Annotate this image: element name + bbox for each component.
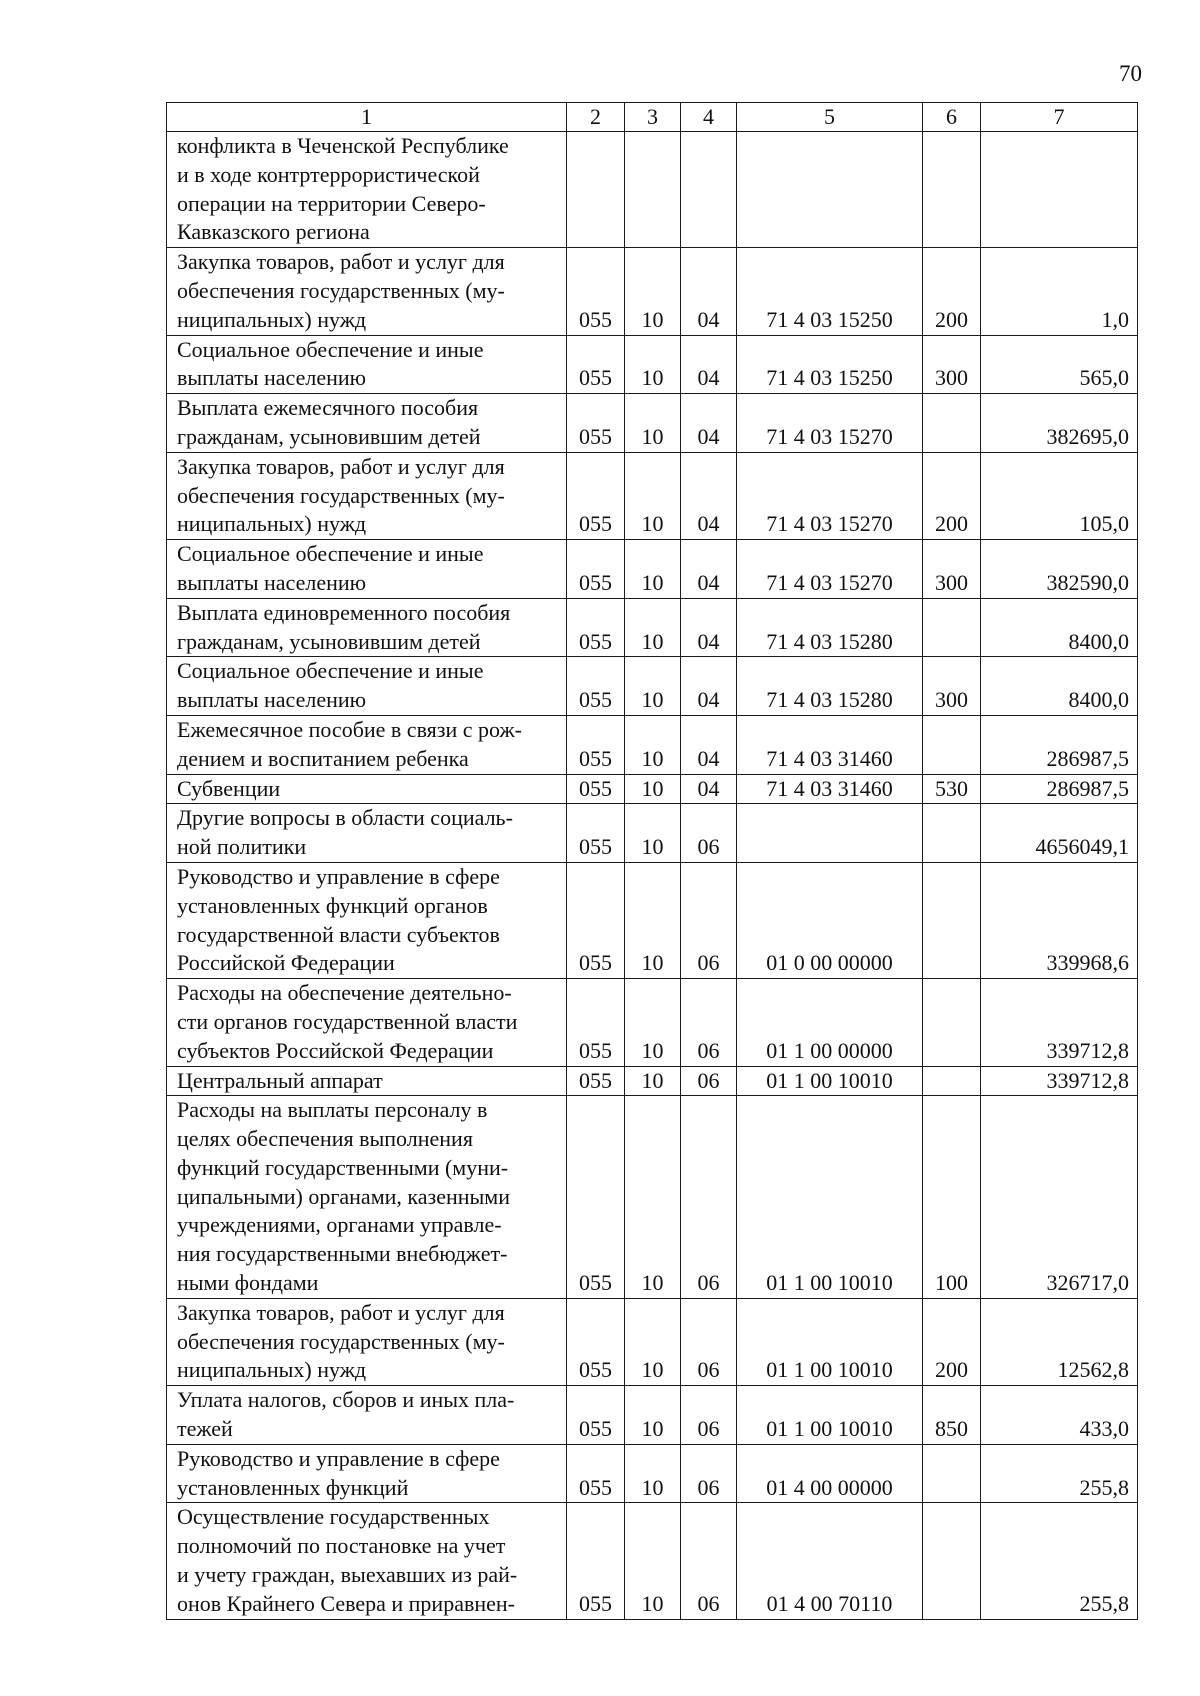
main-department-code-cell: 055	[567, 715, 625, 774]
table-row	[167, 1298, 1138, 1385]
amount-cell: 382695,0	[981, 394, 1138, 453]
header-cell-4: 4	[681, 103, 737, 132]
section-code-cell: 10	[625, 452, 681, 539]
amount-cell: 565,0	[981, 335, 1138, 394]
subsection-code-cell: 06	[681, 1386, 737, 1445]
description-line: Российской Федерации	[177, 950, 395, 976]
description-line: Осуществление государственных	[177, 1504, 490, 1530]
description-line: полномочий по постановке на учет	[177, 1533, 506, 1559]
table-row	[167, 1066, 1138, 1096]
target-article-code-cell: 71 4 03 15280	[737, 598, 923, 657]
description-line: Выплата единовременного пособия	[177, 599, 511, 625]
table-row	[167, 657, 1138, 716]
table-row	[167, 804, 1138, 863]
description-line: Субвенции	[177, 775, 281, 801]
description-line: Центральный аппарат	[177, 1067, 383, 1093]
amount-cell: 326717,0	[981, 1096, 1138, 1299]
table-row	[167, 598, 1138, 657]
section-code-cell: 10	[625, 715, 681, 774]
description-cell	[167, 335, 567, 394]
subsection-code-cell: 06	[681, 1096, 737, 1299]
table-row	[167, 335, 1138, 394]
expense-type-code-cell	[923, 979, 981, 1066]
main-department-code-cell: 055	[567, 1096, 625, 1299]
target-article-code-cell: 01 1 00 10010	[737, 1298, 923, 1385]
expense-type-code-cell: 100	[923, 1096, 981, 1299]
description-line: гражданам, усыновившим детей	[177, 423, 481, 449]
target-article-code-cell: 01 1 00 10010	[737, 1066, 923, 1096]
subsection-code-cell: 04	[681, 774, 737, 804]
target-article-code-cell	[737, 804, 923, 863]
description-cell	[167, 1096, 567, 1299]
description-line: ными фондами	[177, 1270, 319, 1296]
amount-cell: 12562,8	[981, 1298, 1138, 1385]
description-line: Ежемесячное пособие в связи с рож-	[177, 716, 522, 742]
expense-type-code-cell: 850	[923, 1386, 981, 1445]
table-row	[167, 1444, 1138, 1503]
description-line: онов Крайнего Севера и приравнен-	[177, 1590, 515, 1616]
expense-type-code-cell: 530	[923, 774, 981, 804]
description-line: Другие вопросы в области социаль-	[177, 805, 513, 831]
main-department-code-cell: 055	[567, 774, 625, 804]
table-row	[167, 862, 1138, 978]
description-cell	[167, 774, 567, 804]
target-article-code-cell: 71 4 03 31460	[737, 715, 923, 774]
budget-table	[166, 102, 1138, 1620]
header-cell-5: 5	[737, 103, 923, 132]
expense-type-code-cell	[923, 132, 981, 248]
description-line: ния государственными внебюджет-	[177, 1241, 508, 1267]
table-row	[167, 132, 1138, 248]
expense-type-code-cell: 300	[923, 657, 981, 716]
expense-type-code-cell	[923, 598, 981, 657]
description-line: дением и воспитанием ребенка	[177, 745, 469, 771]
description-cell	[167, 132, 567, 248]
section-code-cell: 10	[625, 540, 681, 599]
amount-cell: 8400,0	[981, 657, 1138, 716]
description-cell	[167, 452, 567, 539]
header-cell-2: 2	[567, 103, 625, 132]
description-line: ниципальных) нужд	[177, 306, 367, 332]
amount-cell: 339712,8	[981, 1066, 1138, 1096]
section-code-cell: 10	[625, 862, 681, 978]
amount-cell: 382590,0	[981, 540, 1138, 599]
target-article-code-cell: 71 4 03 15270	[737, 452, 923, 539]
section-code-cell: 10	[625, 774, 681, 804]
section-code-cell	[625, 132, 681, 248]
description-line: Закупка товаров, работ и услуг для	[177, 249, 505, 275]
description-line: конфликта в Чеченской Республике	[177, 133, 509, 158]
subsection-code-cell: 06	[681, 862, 737, 978]
description-line: обеспечения государственных (му-	[177, 482, 505, 508]
amount-cell	[981, 132, 1138, 248]
description-cell	[167, 248, 567, 335]
description-line: операции на территории Северо-	[177, 190, 486, 216]
expense-type-code-cell	[923, 1444, 981, 1503]
expense-type-code-cell	[923, 1503, 981, 1619]
expense-type-code-cell	[923, 1066, 981, 1096]
description-line: обеспечения государственных (му-	[177, 277, 505, 303]
description-line: Уплата налогов, сборов и иных пла-	[177, 1387, 515, 1413]
description-cell	[167, 979, 567, 1066]
subsection-code-cell: 04	[681, 715, 737, 774]
target-article-code-cell: 01 4 00 00000	[737, 1444, 923, 1503]
amount-cell: 4656049,1	[981, 804, 1138, 863]
main-department-code-cell: 055	[567, 862, 625, 978]
table-row	[167, 540, 1138, 599]
subsection-code-cell: 06	[681, 1503, 737, 1619]
section-code-cell: 10	[625, 1298, 681, 1385]
description-line: ниципальных) нужд	[177, 1357, 367, 1383]
table-row	[167, 1096, 1138, 1299]
target-article-code-cell: 71 4 03 31460	[737, 774, 923, 804]
amount-cell: 339712,8	[981, 979, 1138, 1066]
section-code-cell: 10	[625, 1096, 681, 1299]
main-department-code-cell: 055	[567, 394, 625, 453]
description-line: ниципальных) нужд	[177, 511, 367, 537]
description-line: учреждениями, органами управле-	[177, 1212, 502, 1238]
section-code-cell: 10	[625, 1386, 681, 1445]
main-department-code-cell: 055	[567, 452, 625, 539]
amount-cell: 8400,0	[981, 598, 1138, 657]
header-cell-3: 3	[625, 103, 681, 132]
description-cell	[167, 540, 567, 599]
section-code-cell: 10	[625, 598, 681, 657]
description-cell	[167, 1503, 567, 1619]
table-row	[167, 452, 1138, 539]
expense-type-code-cell	[923, 394, 981, 453]
description-cell	[167, 1386, 567, 1445]
subsection-code-cell: 04	[681, 452, 737, 539]
table-row	[167, 1386, 1138, 1445]
description-line: и учету граждан, выехавших из рай-	[177, 1562, 518, 1588]
description-cell	[167, 804, 567, 863]
description-cell	[167, 1444, 567, 1503]
target-article-code-cell: 71 4 03 15270	[737, 394, 923, 453]
table-row	[167, 979, 1138, 1066]
amount-cell: 433,0	[981, 1386, 1138, 1445]
expense-type-code-cell: 200	[923, 248, 981, 335]
description-line: государственной власти субъектов	[177, 921, 500, 947]
subsection-code-cell	[681, 132, 737, 248]
section-code-cell: 10	[625, 1444, 681, 1503]
description-line: Закупка товаров, работ и услуг для	[177, 453, 505, 479]
target-article-code-cell: 71 4 03 15270	[737, 540, 923, 599]
description-line: и в ходе контртеррористической	[177, 161, 480, 187]
description-line: Кавказского региона	[177, 219, 370, 245]
expense-type-code-cell: 200	[923, 452, 981, 539]
description-line: функций государственными (муни-	[177, 1154, 509, 1180]
section-code-cell: 10	[625, 657, 681, 716]
description-cell	[167, 394, 567, 453]
main-department-code-cell: 055	[567, 540, 625, 599]
description-line: обеспечения государственных (му-	[177, 1328, 505, 1354]
main-department-code-cell: 055	[567, 248, 625, 335]
description-line: субъектов Российской Федерации	[177, 1037, 494, 1063]
table-row	[167, 774, 1138, 804]
description-line: Расходы на обеспечение деятельно-	[177, 980, 512, 1006]
amount-cell: 339968,6	[981, 862, 1138, 978]
section-code-cell: 10	[625, 335, 681, 394]
expense-type-code-cell: 300	[923, 540, 981, 599]
description-line: Социальное обеспечение и иные	[177, 541, 484, 567]
header-row	[167, 103, 1138, 132]
table-row	[167, 715, 1138, 774]
description-line: выплаты населению	[177, 687, 367, 713]
target-article-code-cell: 01 1 00 10010	[737, 1386, 923, 1445]
description-line: Закупка товаров, работ и услуг для	[177, 1299, 505, 1325]
table-row	[167, 248, 1138, 335]
description-line: Расходы на выплаты персоналу в	[177, 1097, 488, 1123]
subsection-code-cell: 06	[681, 804, 737, 863]
target-article-code-cell: 71 4 03 15280	[737, 657, 923, 716]
table-row	[167, 394, 1138, 453]
amount-cell: 255,8	[981, 1444, 1138, 1503]
description-line: целях обеспечения выполнения	[177, 1126, 473, 1152]
target-article-code-cell: 01 0 00 00000	[737, 862, 923, 978]
section-code-cell: 10	[625, 804, 681, 863]
subsection-code-cell: 06	[681, 979, 737, 1066]
amount-cell: 286987,5	[981, 774, 1138, 804]
description-cell	[167, 715, 567, 774]
amount-cell: 286987,5	[981, 715, 1138, 774]
description-line: Социальное обеспечение и иные	[177, 336, 484, 362]
subsection-code-cell: 04	[681, 335, 737, 394]
section-code-cell: 10	[625, 394, 681, 453]
description-line: тежей	[177, 1416, 233, 1442]
description-cell	[167, 1066, 567, 1096]
subsection-code-cell: 04	[681, 598, 737, 657]
header-cell-7: 7	[981, 103, 1138, 132]
description-line: Руководство и управление в сфере	[177, 863, 500, 889]
description-line: установленных функций	[177, 1474, 409, 1500]
table-row	[167, 1503, 1138, 1619]
target-article-code-cell: 01 1 00 10010	[737, 1096, 923, 1299]
section-code-cell: 10	[625, 248, 681, 335]
target-article-code-cell: 01 4 00 70110	[737, 1503, 923, 1619]
description-cell	[167, 657, 567, 716]
subsection-code-cell: 06	[681, 1444, 737, 1503]
description-line: выплаты населению	[177, 365, 367, 391]
description-line: Социальное обеспечение и иные	[177, 658, 484, 684]
main-department-code-cell: 055	[567, 1503, 625, 1619]
description-cell	[167, 862, 567, 978]
target-article-code-cell	[737, 132, 923, 248]
amount-cell: 255,8	[981, 1503, 1138, 1619]
target-article-code-cell: 71 4 03 15250	[737, 248, 923, 335]
main-department-code-cell: 055	[567, 1066, 625, 1096]
main-department-code-cell	[567, 132, 625, 248]
header-cell-1: 1	[167, 103, 567, 132]
expense-type-code-cell: 200	[923, 1298, 981, 1385]
section-code-cell: 10	[625, 979, 681, 1066]
target-article-code-cell: 01 1 00 00000	[737, 979, 923, 1066]
main-department-code-cell: 055	[567, 804, 625, 863]
description-line: выплаты населению	[177, 569, 367, 595]
description-line: Выплата ежемесячного пособия	[177, 395, 479, 421]
main-department-code-cell: 055	[567, 1444, 625, 1503]
description-cell	[167, 598, 567, 657]
expense-type-code-cell: 300	[923, 335, 981, 394]
subsection-code-cell: 04	[681, 657, 737, 716]
description-line: ципальными) органами, казенными	[177, 1183, 510, 1209]
section-code-cell: 10	[625, 1503, 681, 1619]
description-line: установленных функций органов	[177, 892, 488, 918]
expense-type-code-cell	[923, 862, 981, 978]
main-department-code-cell: 055	[567, 979, 625, 1066]
page-number: 70	[1119, 61, 1142, 86]
description-line: гражданам, усыновившим детей	[177, 628, 481, 654]
subsection-code-cell: 04	[681, 394, 737, 453]
description-line: Руководство и управление в сфере	[177, 1445, 500, 1471]
subsection-code-cell: 04	[681, 540, 737, 599]
amount-cell: 1,0	[981, 248, 1138, 335]
subsection-code-cell: 06	[681, 1066, 737, 1096]
main-department-code-cell: 055	[567, 657, 625, 716]
header-cell-6: 6	[923, 103, 981, 132]
expense-type-code-cell	[923, 804, 981, 863]
description-cell	[167, 1298, 567, 1385]
subsection-code-cell: 04	[681, 248, 737, 335]
main-department-code-cell: 055	[567, 1298, 625, 1385]
amount-cell: 105,0	[981, 452, 1138, 539]
target-article-code-cell: 71 4 03 15250	[737, 335, 923, 394]
description-line: ной политики	[177, 834, 307, 860]
subsection-code-cell: 06	[681, 1298, 737, 1385]
main-department-code-cell: 055	[567, 598, 625, 657]
section-code-cell: 10	[625, 1066, 681, 1096]
description-line: сти органов государственной власти	[177, 1008, 518, 1034]
main-department-code-cell: 055	[567, 335, 625, 394]
expense-type-code-cell	[923, 715, 981, 774]
main-department-code-cell: 055	[567, 1386, 625, 1445]
